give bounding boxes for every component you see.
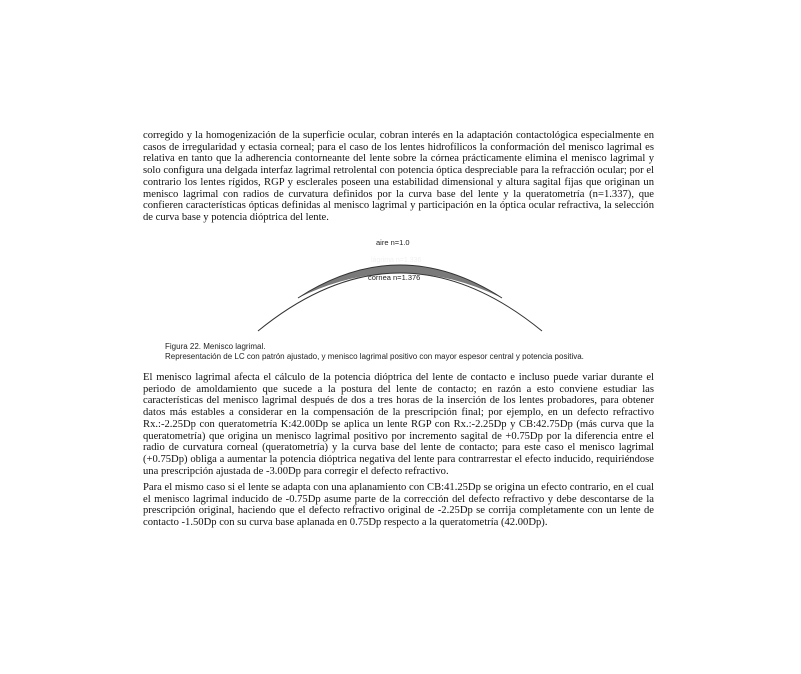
cornea-label: cornea n=1.376 bbox=[368, 273, 421, 282]
figure-caption-text: Representación de LC con patrón ajustado, y menisco lagrimal positivo con mayor espesor central y potencia positiva. bbox=[165, 352, 584, 361]
paragraph-intro: corregido y la homogenización de la superficie ocular, cobran interés en la adaptación contactológica especialmente en casos de irregularidad y ectasia corneal; para el caso de los lentes hidrofílicos la conformación del menisco lagrimal es relativa en tanto que la adherencia contorneante del lente sobre la córnea prácticamente elimina el menisco lagrimal y solo configura una delgada interfaz lagrimal retrolental con potencia óptica despreciable para la refracción ocular; por el contrario los lentes rígidos, RGP y esclerales poseen una estabilidad dimensional y altura sagital fijas que originan un menisco lagrimal con radios de curvatura definidos por la curva base del lente y la queratometría (n=1.337), que confieren características ópticas definidas al menisco lagrimal y participación en la óptica ocular refractiva, la selección de curva base y potencia dióptrica del lente. bbox=[143, 130, 654, 223]
paragraph-flat-fit: Para el mismo caso si el lente se adapta con una aplanamiento con CB:41.25Dp se origina un efecto contrario, en el cual el menisco lagrimal inducido de -0.75Dp asume parte de la corrección del defecto refractivo y debe descontarse de la prescripción original, haciendo que el defecto refractivo original de -2.25Dp se corrija completamente con un lente de contacto -1.50Dp con su curva base aplanada en 0.75Dp respecto a la queratometría (42.00Dp). bbox=[143, 482, 654, 529]
air-label: aire n=1.0 bbox=[376, 238, 410, 247]
figure-caption-title: Figura 22. Menisco lagrimal. bbox=[165, 342, 266, 351]
tear-meniscus-figure bbox=[250, 235, 550, 335]
paragraph-meniscus-effect: El menisco lagrimal afecta el cálculo de la potencia dióptrica del lente de contacto e incluso puede variar durante el periodo de amoldamiento que sucede a la postura del lente de contacto; en razón a esto conviene estudiar las características del menisco lagrimal después de dos a tres horas de la inserción de los lentes probadores, para obtener datos más estables a considerar en la compensación de la prescripción final; por ejemplo, en un defecto refractivo Rx.:-2.25Dp con queratometría K:42.00Dp se aplica un lente RGP con Rx.:-2.25Dp y CB:42.75Dp (más curva que la queratometría) que origina un menisco lagrimal positivo por incremento sagital de +0.75Dp por la diferencia entre el radio de curvatura corneal (queratometría) y la curva base del lente de contacto; para este caso el menisco lagrimal (+0.75Dp) obliga a aumentar la potencia dióptrica negativa del lente para contrarrestar el efecto inducido, requiriéndose una prescripción ajustada de -3.00Dp para corregir el defecto refractivo. bbox=[143, 372, 654, 477]
tear-label: lágrima n=1.336 bbox=[371, 257, 422, 264]
tear-meniscus-diagram bbox=[250, 235, 550, 335]
